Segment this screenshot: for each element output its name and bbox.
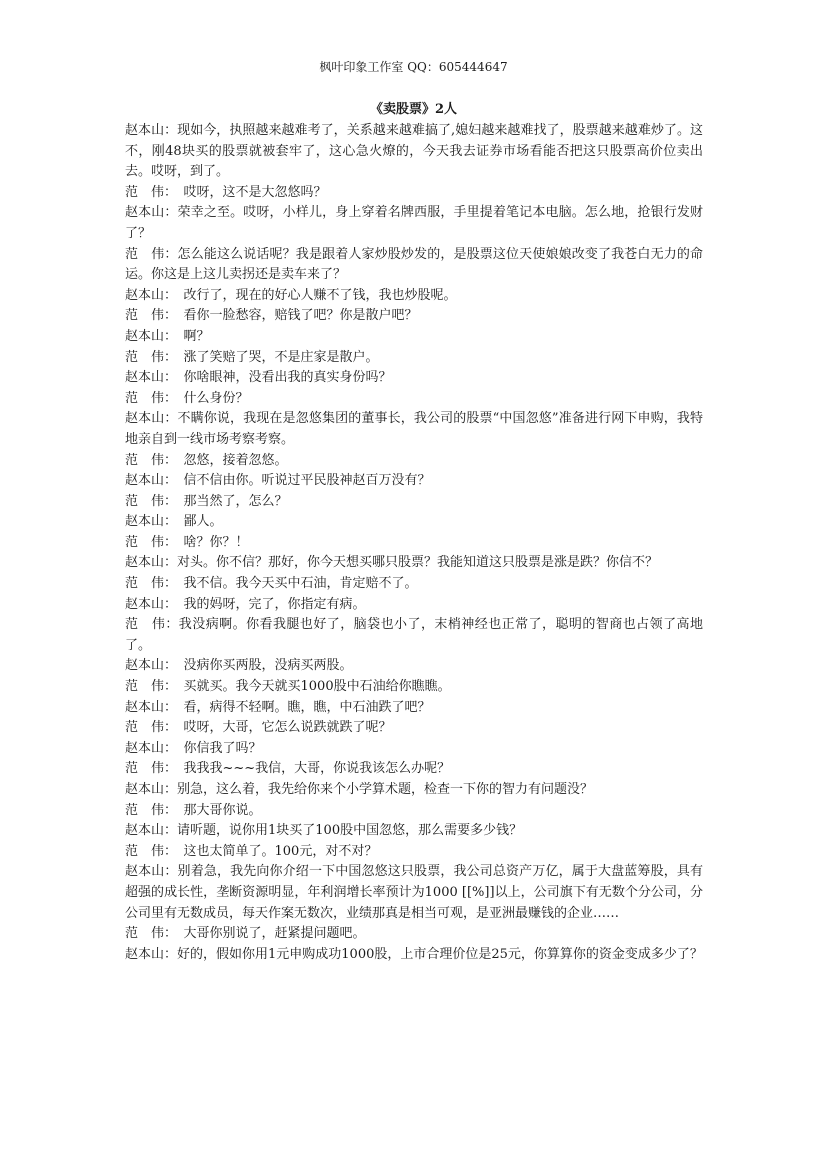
dialogue-line: 范 伟： 看你一脸愁容，赔钱了吧？你是散户吧？ xyxy=(125,308,418,324)
dialogue-line: 赵本山： 没病你买两股，没病买两股。 xyxy=(125,658,353,674)
dialogue-line: 范 伟： 大哥你别说了，赶紧提问题吧。 xyxy=(125,926,366,942)
dialogue-line: 赵本山： 我的妈呀，完了，你指定有病。 xyxy=(125,596,366,612)
dialogue-line: 赵本山：对头。你不信？那好，你今天想买哪只股票？我能知道这只股票是涨是跌？你信不？ xyxy=(125,555,659,571)
dialogue-line: 范 伟： 那当然了，怎么？ xyxy=(125,493,288,509)
dialogue-line: 范 伟： 这也太简单了。100元，对不对？ xyxy=(125,843,378,859)
dialogue-line: 赵本山：好的，假如你用1元申购成功1000股，上市合理价位是25元，你算算你的资金变成多少了？ xyxy=(125,946,703,962)
dialogue-line: 赵本山： 你信我了吗？ xyxy=(125,740,262,756)
dialogue-line: 赵本山： 看，病得不轻啊。瞧，瞧，中石油跌了吧？ xyxy=(125,699,431,715)
dialogue-line: 范 伟： 买就买。我今天就买1000股中石油给你瞧瞧。 xyxy=(125,679,451,695)
dialogue-line: 赵本山：不瞒你说，我现在是忽悠集团的董事长，我公司的股票“中国忽悠”准备进行网下申购，我特地亲自到一线市场考察考察。 xyxy=(125,411,703,447)
dialogue-line: 范 伟： 啥？你？！ xyxy=(125,534,249,550)
dialogue-line: 赵本山： 你啥眼神，没看出我的真实身份吗？ xyxy=(125,370,392,386)
dialogue-line: 范 伟： 我不信。我今天买中石油，肯定赔不了。 xyxy=(125,576,418,592)
page-header: 枫叶印象工作室 QQ：605444647 xyxy=(319,60,508,74)
dialogue-line: 赵本山：现如今，执照越来越难考了，关系越来越难搞了,媳妇越来越难找了，股票越来越难炒了。这不，刚48块买的股票就被套牢了，这心急火燎的，今天我去证券市场看能否把这只股票高价位卖出去。哎呀，到了。 xyxy=(125,123,703,180)
dialogue-line: 赵本山：别急，这么着，我先给你来个小学算术题，检查一下你的智力有问题没？ xyxy=(125,782,594,797)
dialogue-body xyxy=(125,121,703,965)
dialogue-line: 赵本山： 鄙人。 xyxy=(125,514,223,530)
dialogue-line: 赵本山：请听题，说你用1块买了100股中国忽悠，那么需要多少钱？ xyxy=(125,823,523,839)
dialogue-line: 赵本山： 啊？ xyxy=(125,328,210,344)
dialogue-line: 范 伟：怎么能这么说话呢？我是跟着人家炒股炒发的，是股票这位天使娘娘改变了我苍白无力的命运。你这是上这儿卖拐还是卖车来了？ xyxy=(125,246,703,283)
dialogue-line: 范 伟： 我我我~~~我信，大哥，你说我该怎么办呢？ xyxy=(125,761,451,777)
dialogue-line: 范 伟：我没病啊。你看我腿也好了，脑袋也小了，末梢神经也正常了，聪明的智商也占领了高地了。 xyxy=(125,617,703,653)
dialogue-line: 范 伟： 那大哥你说。 xyxy=(125,802,262,818)
dialogue-line: 赵本山： 信不信由你。听说过平民股神赵百万没有？ xyxy=(125,473,431,489)
dialogue-line: 范 伟： 哎呀，这不是大忽悠吗？ xyxy=(125,184,327,200)
dialogue-line: 赵本山：别着急，我先向你介绍一下中国忽悠这只股票，我公司总资产万亿，属于大盘蓝筹股，具有超强的成长性，垄断资源明显，年利润增长率预计为1000 [[%]]以上，公司旗下有无数个分公司，分公司里有无数成员，每天作案无数次，业绩那真是相当可观，是亚洲最赚钱的企业…… xyxy=(125,864,703,921)
dialogue-line: 范 伟： 什么身份？ xyxy=(125,390,249,406)
dialogue-line: 范 伟： 哎呀，大哥，它怎么说跌就跌了呢？ xyxy=(125,720,392,736)
dialogue-line: 范 伟： 忽悠，接着忽悠。 xyxy=(125,452,288,468)
dialogue-line: 赵本山：荣幸之至。哎呀，小样儿，身上穿着名牌西服，手里提着笔记本电脑。怎么地，抢银行发财了？ xyxy=(125,205,703,241)
dialogue-line: 范 伟： 涨了笑赔了哭，不是庄家是散户。 xyxy=(125,349,379,365)
dialogue-line: 赵本山： 改行了，现在的好心人赚不了钱，我也炒股呢。 xyxy=(125,287,457,303)
document-title: 《卖股票》2人 xyxy=(369,102,458,117)
